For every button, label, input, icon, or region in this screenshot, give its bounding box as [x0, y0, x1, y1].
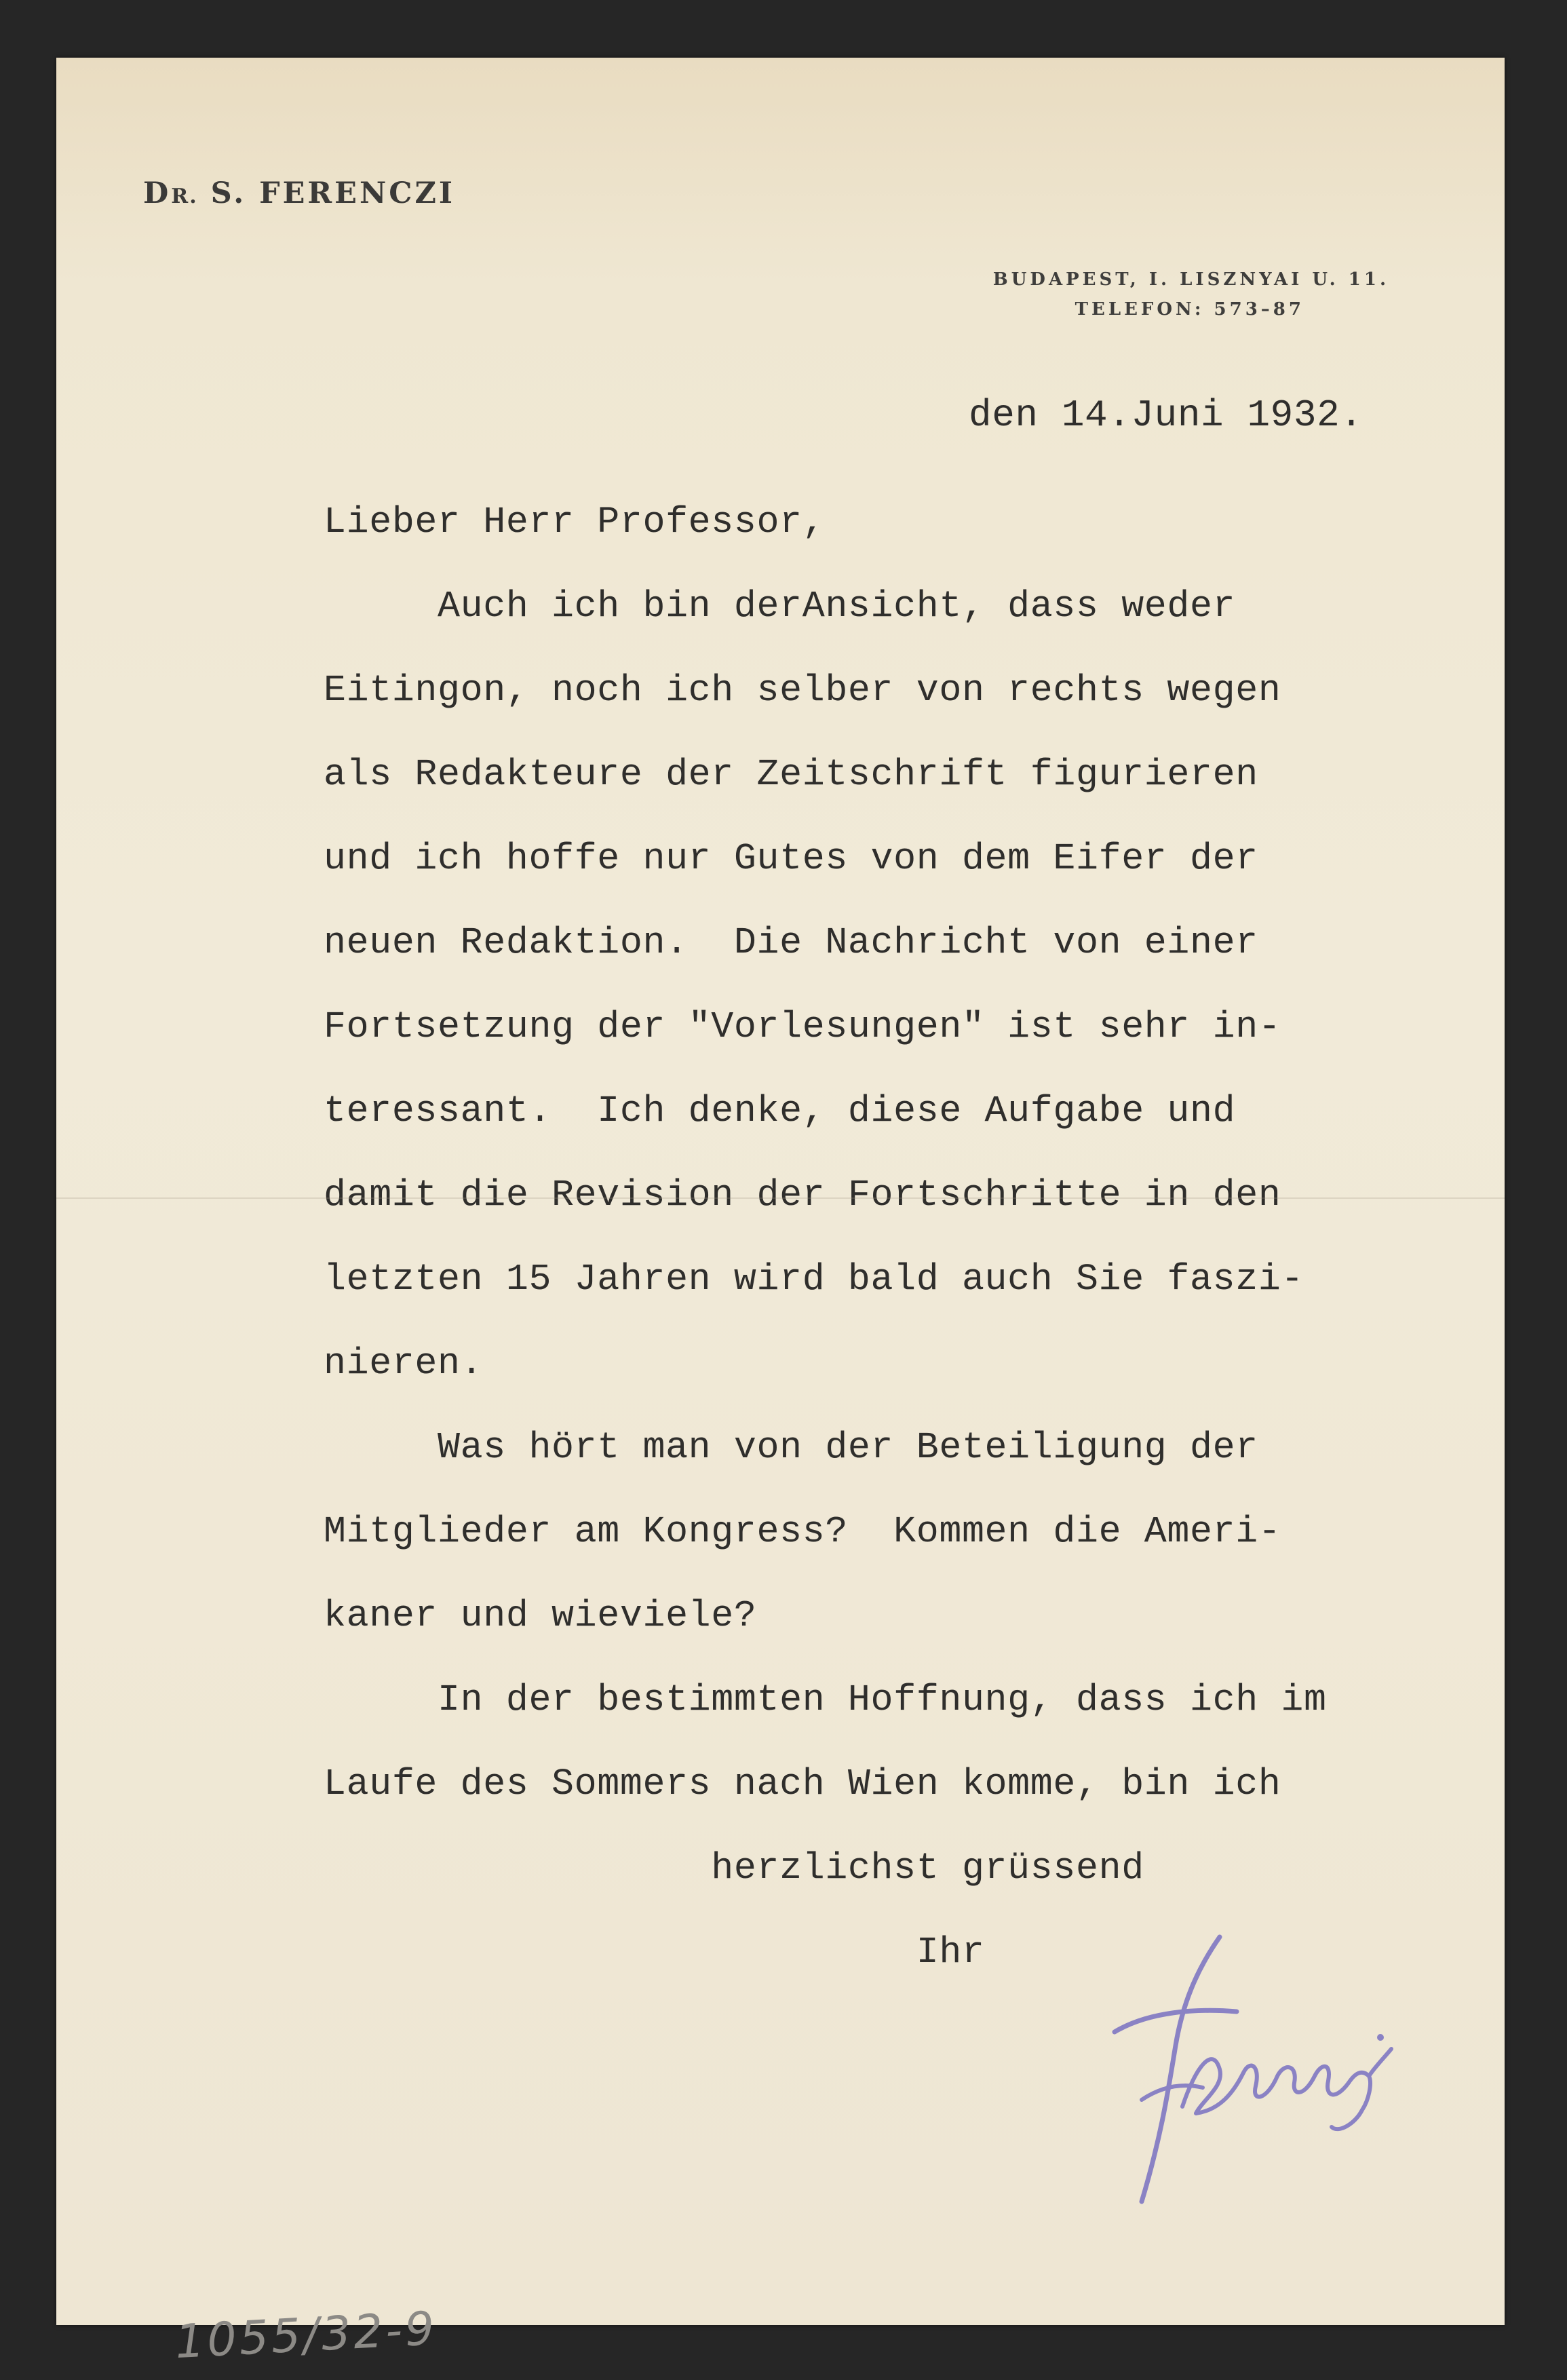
letterhead-surname: S. FERENCZI — [210, 176, 455, 210]
letter-line: kaner und wieviele? — [324, 1594, 757, 1637]
letter-line: Laufe des Sommers nach Wien komme, bin ich — [324, 1763, 1281, 1805]
letterhead-dr-d: D — [143, 176, 172, 210]
letter-line: Fortsetzung der "Vorlesungen" ist sehr in- — [324, 1005, 1281, 1048]
letter-line: Auch ich bin derAnsicht, dass weder — [324, 585, 1236, 628]
letter-line: damit die Revision der Fortschritte in den — [324, 1174, 1281, 1216]
archive-number: 1055/32-9 — [174, 2301, 439, 2370]
letter-body — [324, 480, 1545, 1973]
letter-line: als Redakteure der Zeitschrift figurieren — [324, 753, 1258, 796]
letter-line: nieren. — [324, 1342, 484, 1385]
letter-line: letzten 15 Jahren wird bald auch Sie faszi- — [324, 1258, 1304, 1301]
letterhead-name — [143, 176, 455, 210]
letter-line: und ich hoffe nur Gutes von dem Eifer der — [324, 837, 1258, 880]
letter-line: Eitingon, noch ich selber von rechts wegen — [324, 669, 1281, 712]
letterhead-address-block — [914, 265, 1389, 324]
letter-sheet — [56, 58, 1505, 2370]
letter-date: den 14.Juni 1932. — [969, 394, 1363, 437]
letter-line: Mitglieder am Kongress? Kommen die Ameri- — [324, 1510, 1281, 1553]
letter-line: neuen Redaktion. Die Nachricht von einer — [324, 921, 1258, 964]
handwritten-signature — [1101, 1930, 1406, 2215]
letter-closing-ihr: Ihr — [324, 1931, 985, 1974]
letter-line: teressant. Ich denke, diese Aufgabe und — [324, 1090, 1236, 1132]
letter-salutation: Lieber Herr Professor, — [324, 501, 826, 543]
letter-line: Was hört man von der Beteiligung der — [324, 1426, 1258, 1469]
letterhead-phone: TELEFON: 573–87 — [1075, 299, 1304, 320]
letter-closing: herzlichst grüssend — [324, 1847, 1144, 1889]
letterhead-address: BUDAPEST, I. LISZNYAI U. 11. — [992, 269, 1389, 290]
letter-line: In der bestimmten Hoffnung, dass ich im — [324, 1678, 1327, 1721]
letterhead-dr-r: R. — [171, 185, 198, 208]
